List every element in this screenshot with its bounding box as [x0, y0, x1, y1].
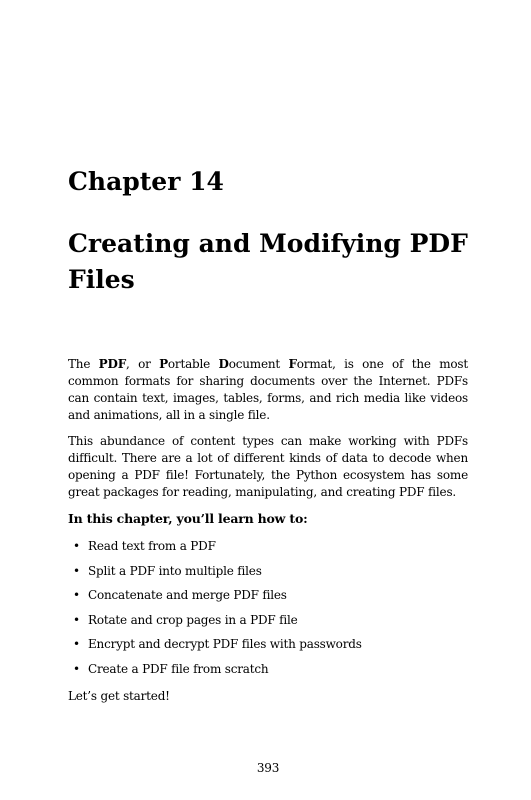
list-item	[68, 612, 468, 629]
list-item-text: Create a PDF file from scratch	[88, 661, 269, 676]
intro-text-mid: ocument	[228, 357, 289, 371]
chapter-number: Chapter 14	[68, 167, 224, 196]
closing-text: Let’s get started!	[68, 688, 170, 703]
intro-text-mid: , or	[126, 357, 160, 371]
list-item	[68, 587, 468, 604]
list-item	[68, 563, 468, 580]
list-item-text: Encrypt and decrypt PDF files with passwords	[88, 637, 362, 652]
intro-text-lead: The	[68, 357, 99, 371]
book-page	[68, 0, 468, 800]
list-item-text: Split a PDF into multiple files	[88, 563, 262, 578]
learning-objectives-list	[68, 538, 468, 678]
acronym-letter-p: P	[159, 357, 168, 371]
chapter-body	[68, 356, 468, 705]
pdf-term: PDF	[98, 357, 127, 371]
bullet-icon: •	[73, 612, 80, 627]
bullet-icon: •	[73, 588, 80, 603]
list-item-text: Read text from a PDF	[88, 539, 216, 553]
list-item-text: Rotate and crop pages in a PDF file	[88, 612, 298, 627]
bullet-icon: •	[73, 637, 80, 652]
bullet-icon: •	[73, 661, 80, 676]
intro-paragraph-1	[68, 356, 468, 424]
page-number: 393	[256, 761, 280, 775]
chapter-title: Creating and Modifying PDF Files	[68, 229, 468, 294]
list-item-text: Concatenate and merge PDF files	[88, 588, 287, 603]
intro-text-mid: ortable	[167, 357, 219, 371]
intro-paragraph-2: This abundance of content types can make working with PDFs difficult. There are a lot of different kinds of data to decode when opening a PDF file! Fortunately, the Python ecosystem has some great packages for reading, manipulating, and creating PDF files.	[68, 434, 468, 499]
acronym-letter-d: D	[218, 357, 229, 371]
bullet-icon: •	[73, 539, 80, 553]
bullet-icon: •	[73, 563, 80, 578]
learn-heading: In this chapter, you’ll learn how to:	[68, 511, 308, 526]
list-item	[68, 538, 468, 555]
acronym-letter-f: F	[288, 357, 297, 371]
list-item	[68, 661, 468, 678]
list-item	[68, 636, 468, 653]
intro-text-rest: ormat, is one of the most common formats for sharing documents over the Internet. PDFs can contain text, images, tables, forms, and rich media like videos and animations, all in a single file.	[68, 357, 468, 422]
